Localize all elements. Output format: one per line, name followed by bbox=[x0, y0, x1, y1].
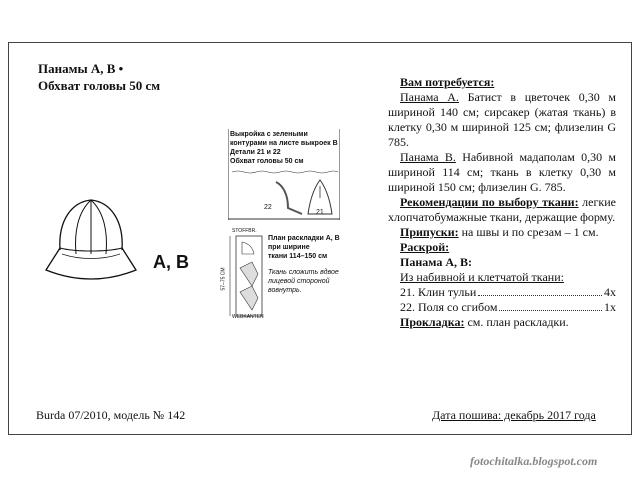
panama-a-paragraph bbox=[388, 90, 616, 150]
layout-note-line-2: лицевой стороной bbox=[268, 278, 330, 285]
panama-a-label: Панама А. bbox=[400, 90, 459, 104]
part-leader bbox=[478, 285, 602, 296]
pattern-pieces bbox=[228, 128, 340, 220]
piece-22-label: 22 bbox=[264, 204, 272, 211]
piece-21-label: 21 bbox=[316, 209, 324, 216]
fabric-paragraph bbox=[388, 195, 616, 225]
allowance-paragraph bbox=[388, 225, 616, 240]
layout-title bbox=[268, 234, 340, 261]
fabric-text: легкие хлопчатобумажные ткани, держащие форму. bbox=[388, 195, 616, 224]
part-name: 22. Поля со сгибом bbox=[400, 300, 498, 314]
need-heading: Вам потребуется: bbox=[400, 75, 495, 89]
part-qty: 4х bbox=[604, 285, 616, 299]
cutting-fabric: Из набивной и клетчатой ткани: bbox=[400, 270, 564, 284]
lining-paragraph bbox=[388, 315, 616, 330]
layout-note-line-1: Ткань сложить вдвое bbox=[268, 269, 339, 276]
pattern-line-2: контурами на листе выкроек В bbox=[230, 140, 338, 147]
pattern-box bbox=[228, 128, 340, 220]
panama-b-label: Панама В. bbox=[400, 150, 456, 164]
sewing-date: Дата пошива: декабрь 2017 года bbox=[432, 408, 596, 422]
part-leader bbox=[499, 300, 602, 311]
fabric-heading: Рекомендации по выбору ткани: bbox=[400, 195, 579, 209]
layout-title-line-1: План раскладки А, В bbox=[268, 235, 340, 242]
title-line-2: Обхват головы 50 см bbox=[38, 78, 161, 93]
layout-plan bbox=[220, 228, 368, 322]
part-name: 21. Клин тульи bbox=[400, 285, 477, 299]
title-line-1: Панамы А, В • bbox=[38, 61, 124, 76]
layout-note-line-3: вовнутрь. bbox=[268, 287, 302, 294]
hat-illustration bbox=[36, 190, 146, 290]
cutting-subheading: Панама А, В: bbox=[400, 255, 473, 269]
panama-a-text: Батист в цветочек 0,30 м шириной 140 см; сирсакер (жатая ткань) в клетку 0,30 м шириной 125 см; флизелин G 785. bbox=[388, 90, 616, 149]
pattern-line-1: Выкройка с зелеными bbox=[230, 131, 308, 138]
selvage-label: WEBKANTEN bbox=[232, 314, 264, 320]
part-row bbox=[388, 285, 616, 300]
panama-b-text: Набивной мадаполам 0,30 м шириной 114 см; ткань в клетку 0,30 м шириной 150 см; флизелин G. 785. bbox=[388, 150, 616, 194]
allowance-text: на швы и по срезам – 1 см. bbox=[458, 225, 599, 239]
models-label: А, В bbox=[153, 252, 189, 272]
part-row bbox=[388, 300, 616, 315]
instructions bbox=[388, 75, 616, 330]
cutting-heading: Раскрой: bbox=[400, 240, 450, 254]
layout-note bbox=[268, 268, 339, 295]
page-title bbox=[38, 60, 160, 94]
pattern-line-3: Детали 21 и 22 bbox=[230, 149, 281, 156]
panama-b-paragraph bbox=[388, 150, 616, 195]
fold-label: STOFFBR. bbox=[232, 228, 257, 234]
allowance-label: Припуски: bbox=[400, 225, 459, 239]
layout-title-line-3: ткани 114–150 см bbox=[268, 253, 328, 260]
width-label: 57–75 СМ bbox=[220, 267, 227, 291]
layout-title-line-2: при ширине bbox=[268, 244, 310, 251]
source-reference: Burda 07/2010, модель № 142 bbox=[36, 408, 186, 422]
lining-label: Прокладка: bbox=[400, 315, 465, 329]
part-qty: 1х bbox=[604, 300, 616, 314]
watermark: fotochitalka.blogspot.com bbox=[470, 454, 598, 468]
pattern-line-4: Обхват головы 50 см bbox=[230, 158, 304, 165]
lining-text: см. план раскладки. bbox=[464, 315, 569, 329]
